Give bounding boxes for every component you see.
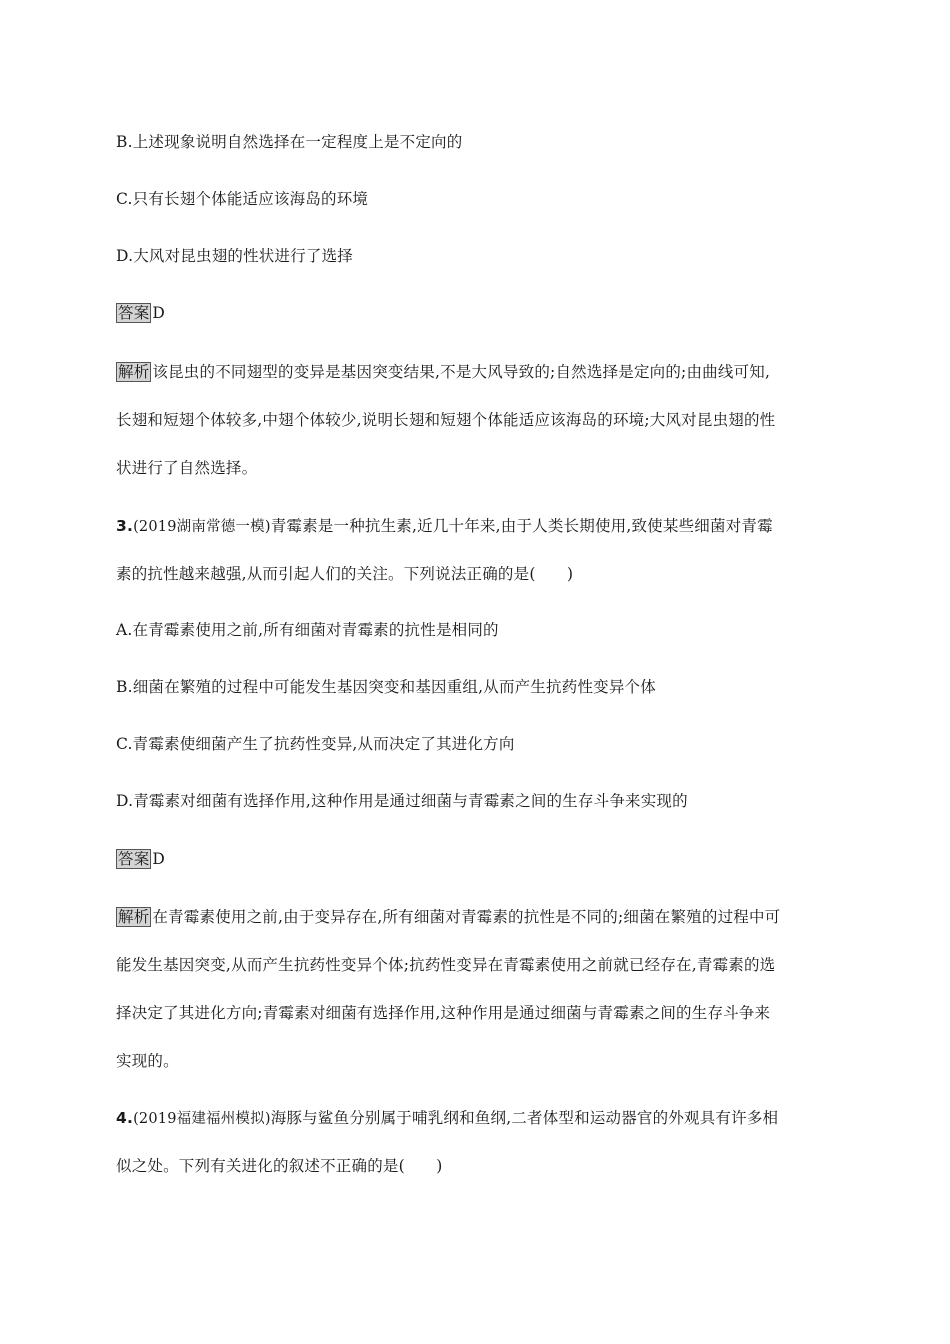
analysis-tag: 解析 <box>118 908 150 926</box>
q4-stem-line-1 <box>116 1108 778 1129</box>
analysis-tag: 解析 <box>118 363 150 381</box>
analysis-text: 在青霉素使用之前,由于变异存在,所有细菌对青霉素的抗性是不同的;细菌在繁殖的过程中可 <box>152 908 781 926</box>
q3-answer <box>116 849 165 869</box>
q3-analysis-line-2: 能发生基因突变,从而产生抗药性变异个体;抗药性变异在青霉素使用之前就已经存在,青霉素的选 <box>116 956 776 974</box>
q3-option-d: D.青霉素对细菌有选择作用,这种作用是通过细菌与青霉素之间的生存斗争来实现的 <box>116 792 688 810</box>
question-source: (2019湖南常德一模) <box>133 519 271 535</box>
question-stem: 青霉素是一种抗生素,近几十年来,由于人类长期使用,致使某些细菌对青霉 <box>270 517 773 535</box>
q2-option-d: D.大风对昆虫翅的性状进行了选择 <box>116 247 354 265</box>
q2-option-b: B.上述现象说明自然选择在一定程度上是不定向的 <box>116 133 463 151</box>
q4-stem-line-2: 似之处。下列有关进化的叙述不正确的是( ) <box>116 1157 443 1175</box>
q2-analysis-line-2: 长翅和短翅个体较多,中翅个体较少,说明长翅和短翅个体能适应该海岛的环境;大风对昆虫翅的性 <box>116 411 776 429</box>
answer-value: D <box>152 304 166 322</box>
q3-analysis-line-3: 择决定了其进化方向;青霉素对细菌有选择作用,这种作用是通过细菌与青霉素之间的生存斗争来 <box>116 1004 771 1022</box>
analysis-text: 该昆虫的不同翅型的变异是基因突变结果,不是大风导致的;自然选择是定向的;由曲线可知, <box>152 363 771 381</box>
answer-tag: 答案 <box>118 304 150 322</box>
q3-option-a: A.在青霉素使用之前,所有细菌对青霉素的抗性是相同的 <box>116 621 499 639</box>
q2-analysis-line-1 <box>116 362 770 382</box>
q2-option-c: C.只有长翅个体能适应该海岛的环境 <box>116 190 369 208</box>
question-source: (2019福建福州模拟) <box>133 1111 271 1127</box>
q3-option-c: C.青霉素使细菌产生了抗药性变异,从而决定了其进化方向 <box>116 735 515 753</box>
q3-stem-line-1 <box>116 516 773 537</box>
question-number: 4. <box>116 1109 134 1127</box>
q2-answer <box>116 303 165 323</box>
q2-analysis-line-3: 状进行了自然选择。 <box>116 459 258 477</box>
q3-stem-line-2: 素的抗性越来越强,从而引起人们的关注。下列说法正确的是( ) <box>116 565 574 583</box>
answer-value: D <box>152 850 166 868</box>
question-number: 3. <box>116 517 134 535</box>
q3-option-b: B.细菌在繁殖的过程中可能发生基因突变和基因重组,从而产生抗药性变异个体 <box>116 678 656 696</box>
answer-tag: 答案 <box>118 850 150 868</box>
q3-analysis-line-1 <box>116 907 780 927</box>
question-stem: 海豚与鲨鱼分别属于哺乳纲和鱼纲,二者体型和运动器官的外观具有许多相 <box>270 1109 779 1127</box>
q3-analysis-line-4: 实现的。 <box>116 1052 179 1070</box>
